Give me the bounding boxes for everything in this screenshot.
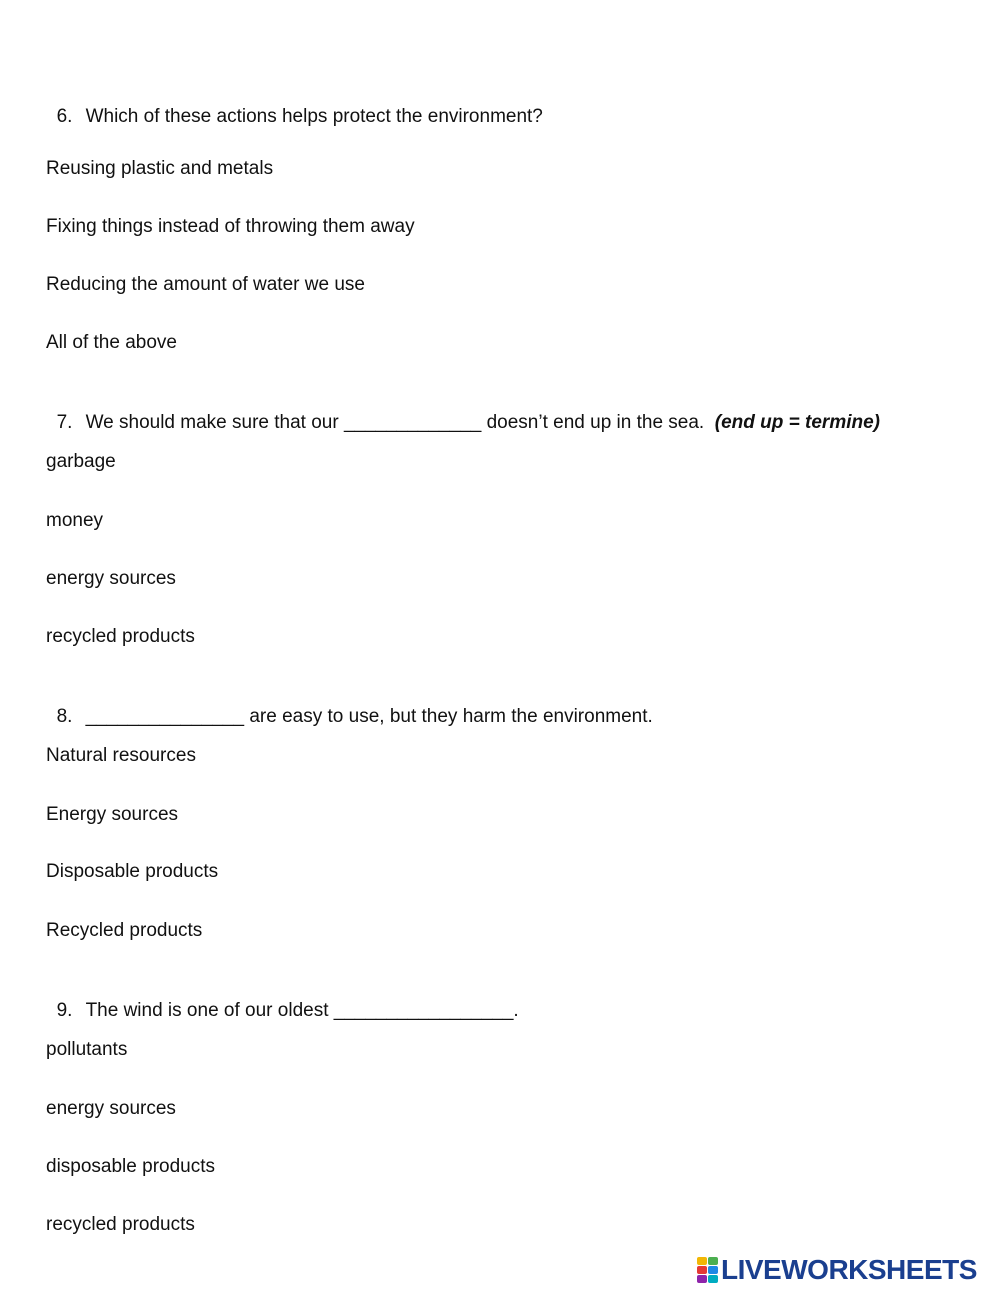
question-6-text: [46, 84, 543, 128]
question-prompt: The wind is one of our oldest _________________.: [85, 1000, 519, 1021]
logo-blocks-icon: [697, 1257, 718, 1283]
question-9-text: [46, 978, 519, 1022]
question-prompt: We should make sure that our _____________ doesn’t end up in the sea.: [85, 412, 715, 433]
question-7-text: [46, 390, 880, 434]
question-number: 7.: [56, 412, 73, 433]
vocabulary-note: (end up = termine): [714, 412, 880, 433]
question-prompt: _______________ are easy to use, but they harm the environment.: [85, 706, 653, 727]
answer-option[interactable]: recycled products: [46, 1214, 195, 1235]
answer-option[interactable]: Reducing the amount of water we use: [46, 274, 365, 295]
question-8-text: [46, 684, 653, 728]
answer-option[interactable]: Natural resources: [46, 745, 196, 766]
liveworksheets-logo: [697, 1255, 977, 1285]
answer-option[interactable]: Energy sources: [46, 804, 179, 825]
question-number: 6.: [56, 106, 73, 127]
answer-option[interactable]: energy sources: [46, 568, 176, 589]
answer-option[interactable]: disposable products: [46, 1156, 215, 1177]
logo-block: [697, 1275, 707, 1283]
answer-option[interactable]: Reusing plastic and metals: [46, 158, 274, 179]
logo-block: [708, 1275, 718, 1283]
logo-block: [708, 1257, 718, 1265]
logo-block: [697, 1257, 707, 1265]
answer-option[interactable]: garbage: [46, 451, 116, 472]
answer-option[interactable]: energy sources: [46, 1098, 176, 1119]
logo-block: [697, 1266, 707, 1274]
answer-option[interactable]: Disposable products: [46, 861, 219, 882]
logo-block: [708, 1266, 718, 1274]
logo-wordmark: LIVEWORKSHEETS: [721, 1254, 977, 1285]
answer-option[interactable]: recycled products: [46, 626, 195, 647]
answer-option[interactable]: Recycled products: [46, 920, 203, 941]
question-number: 9.: [56, 1000, 73, 1021]
question-prompt: Which of these actions helps protect the environment?: [85, 106, 543, 127]
answer-option[interactable]: money: [46, 510, 104, 531]
answer-option[interactable]: Fixing things instead of throwing them away: [46, 216, 415, 237]
question-number: 8.: [56, 706, 73, 727]
answer-option[interactable]: All of the above: [46, 332, 177, 353]
answer-option[interactable]: pollutants: [46, 1039, 128, 1060]
